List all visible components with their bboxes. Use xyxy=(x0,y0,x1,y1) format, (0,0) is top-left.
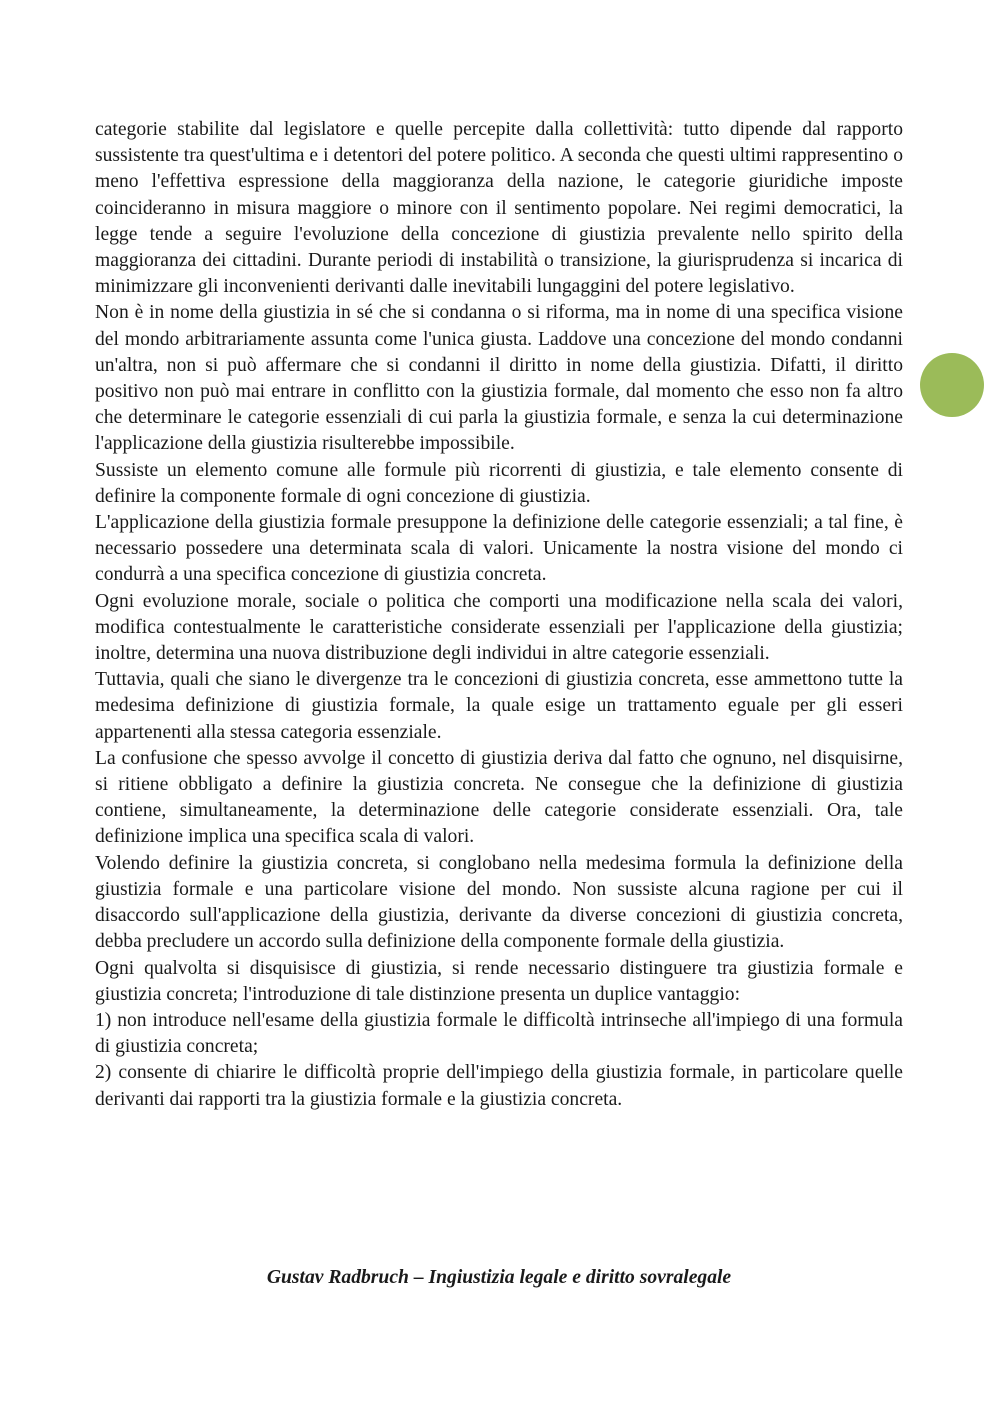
paragraph: Ogni evoluzione morale, sociale o politica che comporti una modificazione nella scala dei valori, modifica contestualmente le caratteristiche considerate essenziali per l'applicazione della giustizia; inoltre, determina una nuova distribuzione degli individui in altre categorie essenziali. xyxy=(95,590,903,665)
section-heading: Gustav Radbruch – Ingiustizia legale e diritto sovralegale xyxy=(266,1267,732,1288)
list-item: 1) non introduce nell'esame della giustizia formale le difficoltà intrinseche all'impiego di una formula di giustizia concreta; xyxy=(95,1009,903,1058)
paragraph: categorie stabilite dal legislatore e quelle percepite dalla collettività: tutto dipende dal rapporto sussistente tra quest'ultima e i detentori del potere politico. A seconda che questi ultimi rappresentino o meno l'effettiva espressione della maggioranza della nazione, le categorie giuridiche imposte coincideranno in misura maggiore o minore con il sentimento popolare. Nei regimi democratici, la legge tende a seguire l'evoluzione della concezione di giustizia prevalente nello spirito della maggioranza dei cittadini. Durante periodi di instabilità o transizione, la giurisprudenza si incarica di minimizzare gli inconvenienti derivanti dalle inevitabili lungaggini del potere legislativo. xyxy=(95,119,903,298)
list-item: 2) consente di chiarire le difficoltà proprie dell'impiego della giustizia formale, in particolare quelle derivanti dai rapporti tra la giustizia formale e la giustizia concreta. xyxy=(95,1062,903,1110)
body-text xyxy=(95,117,903,1113)
paragraph: Tuttavia, quali che siano le divergenze tra le concezioni di giustizia concreta, esse ammettono tutte la medesima definizione di giustizia formale, la quale esige un trattamento eguale per gli esseri appartenenti alla stessa categoria essenziale. xyxy=(95,669,903,743)
paragraph: Ogni qualvolta si disquisisce di giustizia, si rende necessario distinguere tra giustizia formale e giustizia concreta; l'introduzione di tale distinzione presenta un duplice vantaggio: xyxy=(95,957,903,1005)
green-circle-marker xyxy=(920,353,984,417)
paragraph: Volendo definire la giustizia concreta, si conglobano nella medesima formula la definizione della giustizia formale e una particolare visione del mondo. Non sussiste alcuna ragione per cui il disaccordo sull'applicazione della giustizia, derivante da diverse concezioni di giustizia concreta, debba precludere un accordo sulla definizione della componente formale della giustizia. xyxy=(95,852,903,953)
paragraph: L'applicazione della giustizia formale presuppone la definizione delle categorie essenziali; a tal fine, è necessario possedere una determinata scala di valori. Unicamente la nostra visione del mondo ci condurrà a una specifica concezione di giustizia concreta. xyxy=(95,512,903,586)
paragraph: Non è in nome della giustizia in sé che si condanna o si riforma, ma in nome di una specifica visione del mondo arbitrariamente assunta come l'unica giusta. Laddove una concezione del mondo condanni un'altra, non si può affermare che si condanni il diritto in nome della giustizia. Difatti, il diritto positivo non può mai entrare in conflitto con la giustizia formale, dal momento che esso non fa altro che determinare le categorie essenziali di cui parla la giustizia formale, e senza la cui determinazione l'applicazione della giustizia risulterebbe impossibile. xyxy=(95,302,903,455)
paragraph: Sussiste un elemento comune alle formule più ricorrenti di giustizia, e tale elemento consente di definire la componente formale di ogni concezione di giustizia. xyxy=(95,459,903,507)
paragraph: La confusione che spesso avvolge il concetto di giustizia deriva dal fatto che ognuno, nel disquisirne, si ritiene obbligato a definire la giustizia concreta. Ne consegue che la definizione di giustizia contiene, simultaneamente, la determinazione delle categorie considerate essenziali. Ora, tale definizione implica una specifica scala di valori. xyxy=(95,747,903,848)
